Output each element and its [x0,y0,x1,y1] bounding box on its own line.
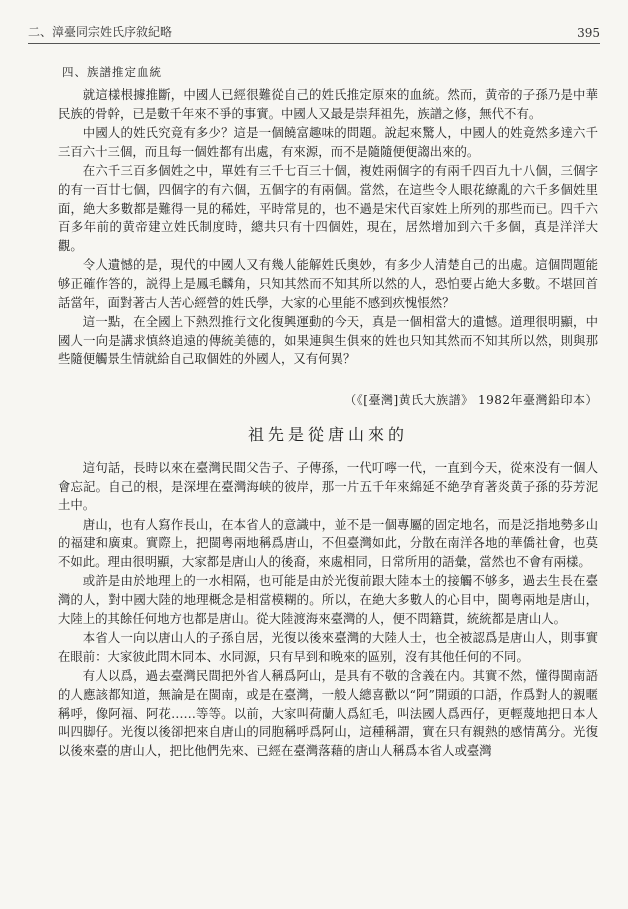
article-paragraph-2: 唐山，也有人寫作長山，在本省人的意識中，並不是一個專屬的固定地名，而是泛指地勢多山的福建和廣東。實際上，把閩粤兩地稱爲唐山，不但臺灣如此，分散在南洋各地的華僑社會，也莫不如此。理由很明顯，大家都是唐山人的後裔，來處相同，日常所用的語彙，當然也不會有兩樣。 [58,516,598,569]
page-header [28,14,600,44]
section-subheading: 四、族譜推定血統 [62,65,162,79]
section-paragraph-2: 中國人的姓氏究竟有多少？這是一個饒富趣味的問題。說起來驚人，中國人的姓竟然多達六千三百六十三個，而且每一個姓都有出處，有來源，而不是隨隨便便謅出來的。 [58,125,598,159]
article-paragraph-4: 本省人一向以唐山人的子孫自居，光復以後來臺灣的大陸人士，也全被認爲是唐山人，則事實在眼前：大家彼此問木同本、水同源，只有早到和晚來的區别，沒有其他任何的不同。 [58,630,598,664]
section-paragraph-1: 就這樣根據推斷，中國人已經很難從自己的姓氏推定原來的血統。然而，黄帝的子孫乃是中華民族的骨幹，已是數千年來不爭的事實。中國人又最是崇拜祖先，族譜之修，無代不有。 [58,87,598,121]
article-title: 祖先是從唐山來的 [247,424,408,444]
section-paragraph-3: 在六千三百多個姓之中，單姓有三千七百三十個，複姓兩個字的有兩千四百九十八個，三個字的有一百廿七個，四個字的有六個，五個字的有兩個。當然，在這些令人眼花繚亂的六千多個姓里面，絶大多數都是難得一見的稀姓，平時常見的，也不過是宋代百家姓上所列的那些而已。四千六百多年前的黄帝建立姓氏制度時，總共只有十四個姓，現在，居然增加到六千多個，真是洋洋大觀。 [58,163,598,253]
section-paragraph-5: 這一點，在全國上下熱烈推行文化復興運動的今天，真是一個相當大的遺憾。道理很明顯，中國人一向是講求慎終追遠的傳統美德的，如果連與生俱來的姓也只知其然而不知其所以然，則與那些隨便觸景生情就給自己取個姓的外國人，又有何異？ [58,314,598,367]
page-body [58,64,598,760]
running-title: 二、漳臺同宗姓氏序敘紀略 [28,25,173,39]
article-paragraph-1: 這句話，長時以來在臺灣民間父告子、子傳孫，一代叮嚀一代，一直到今天，從來没有一個人會忘記。自己的根，是深埋在臺灣海峡的彼岸，那一片五千年來綿延不絶孕育著炎黄子孫的芬芳泥土中。 [58,459,598,513]
section-paragraph-4: 令人遺憾的是，現代的中國人又有幾人能解姓氏奥妙，有多少人清楚自己的出處。這個問題能够正確作答的，説得上是鳳毛麟角，只知其然而不知其所以然的人，恐怕要占絶大多數。不堪回首話當年，面對著古人苦心經營的姓氏學，大家的心里能不感到疚愧悵然？ [58,257,598,310]
page-number: 395 [577,26,600,40]
article-paragraph-3: 或許是由於地理上的一水相隔，也可能是由於光復前跟大陸本土的接觸不够多，過去生長在臺灣的人，對中國大陸的地理概念是相當模糊的。所以，在絶大多數人的心目中，閩粤兩地是唐山，大陸上的其餘任何地方也都是唐山。從大陸渡海來臺灣的人，便不問籍貫，統統都是唐山人。 [58,573,598,626]
article-paragraph-5: 有人以爲，過去臺灣民間把外省人稱爲阿山，是具有不敬的含義在内。其實不然，懂得閩南語的人應該都知道，無論是在閩南，或是在臺灣，一般人總喜歡以“阿”開頭的口語，作爲對人的親暱稱呼，像阿福、阿花……等等。以前，大家叫荷蘭人爲紅毛，叫法國人爲西仔，更輕蔑地把日本人叫四脚仔。光復以後卻把來自唐山的同胞稱呼爲阿山，這種稱謂，實在只有親熱的感情萬分。光復以後來臺的唐山人，把比他們先來、已經在臺灣落藉的唐山人稱爲本省人或臺灣 [58,668,598,758]
source-citation: （《[臺灣]黄氏大族譜》 1982年臺灣鉛印本） [344,392,598,407]
